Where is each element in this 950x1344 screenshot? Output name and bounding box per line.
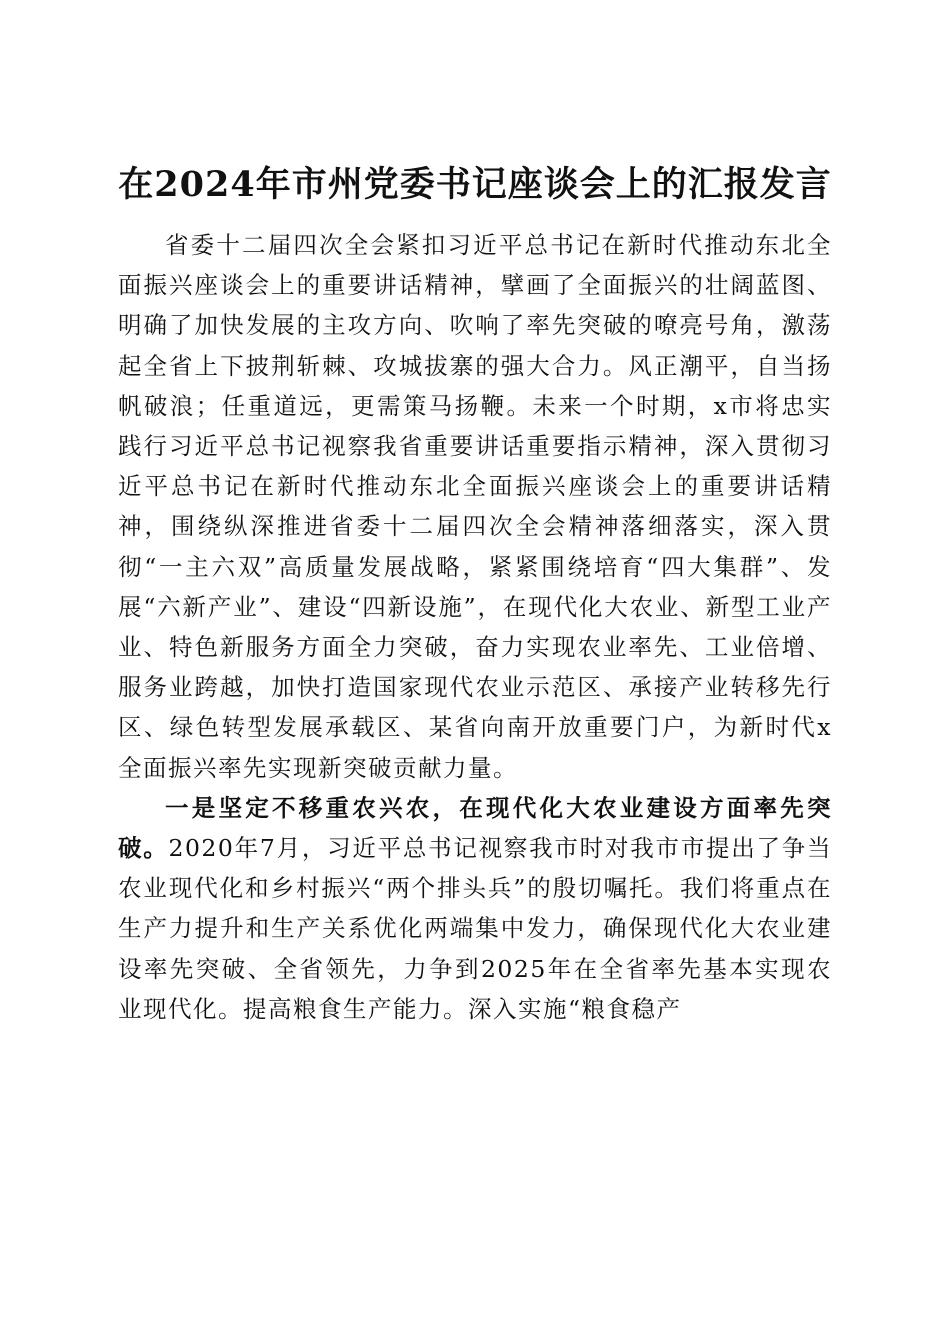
document-title: 在2024年市州党委书记座谈会上的汇报发言 (118, 164, 832, 206)
document-body (118, 225, 832, 1029)
paragraph-text: 省委十二届四次全会紧扣习近平总书记在新时代推动东北全面振兴座谈会上的重要讲话精神，擘画了全面振兴的壮阔蓝图、明确了加快发展的主攻方向、吹响了率先突破的嘹亮号角，激荡起全省上下披荆斩棘、攻城拔寨的强大合力。风正潮平，自当扬帆破浪；任重道远，更需策马扬鞭。未来一个时期，x市将忠实践行习近平总书记视察我省重要讲话重要指示精神，深入贯彻习近平总书记在新时代推动东北全面振兴座谈会上的重要讲话精神，围绕纵深推进省委十二届四次全会精神落细落实，深入贯彻“一主六双”高质量发展战略，紧紧围绕培育“四大集群”、发展“六新产业”、建设“四新设施”，在现代化大农业、新型工业产业、特色新服务方面全力突破，奋力实现农业率先、工业倍增、服务业跨越，加快打造国家现代农业示范区、承接产业转移先行区、绿色转型发展承载区、某省向南开放重要门户，为新时代x全面振兴率先实现新突破贡献力量。 (118, 231, 832, 782)
paragraph-intro (118, 225, 832, 788)
paragraph-agriculture (118, 788, 832, 1029)
paragraph-lead: 一是坚定不移重农兴农，在现代化大农业建设方面率先突破。 (118, 793, 832, 863)
paragraph-text: 2020年7月，习近平总书记视察我市时对我市市提出了争当农业现代化和乡村振兴“两个排头兵”的殷切嘱托。我们将重点在生产力提升和生产关系优化两端集中发力，确保现代化大农业建设率先突破、全省领先，力争到2025年在全省率先基本实现农业现代化。提高粮食生产能力。深入实施“粮食稳产 (118, 834, 833, 1023)
